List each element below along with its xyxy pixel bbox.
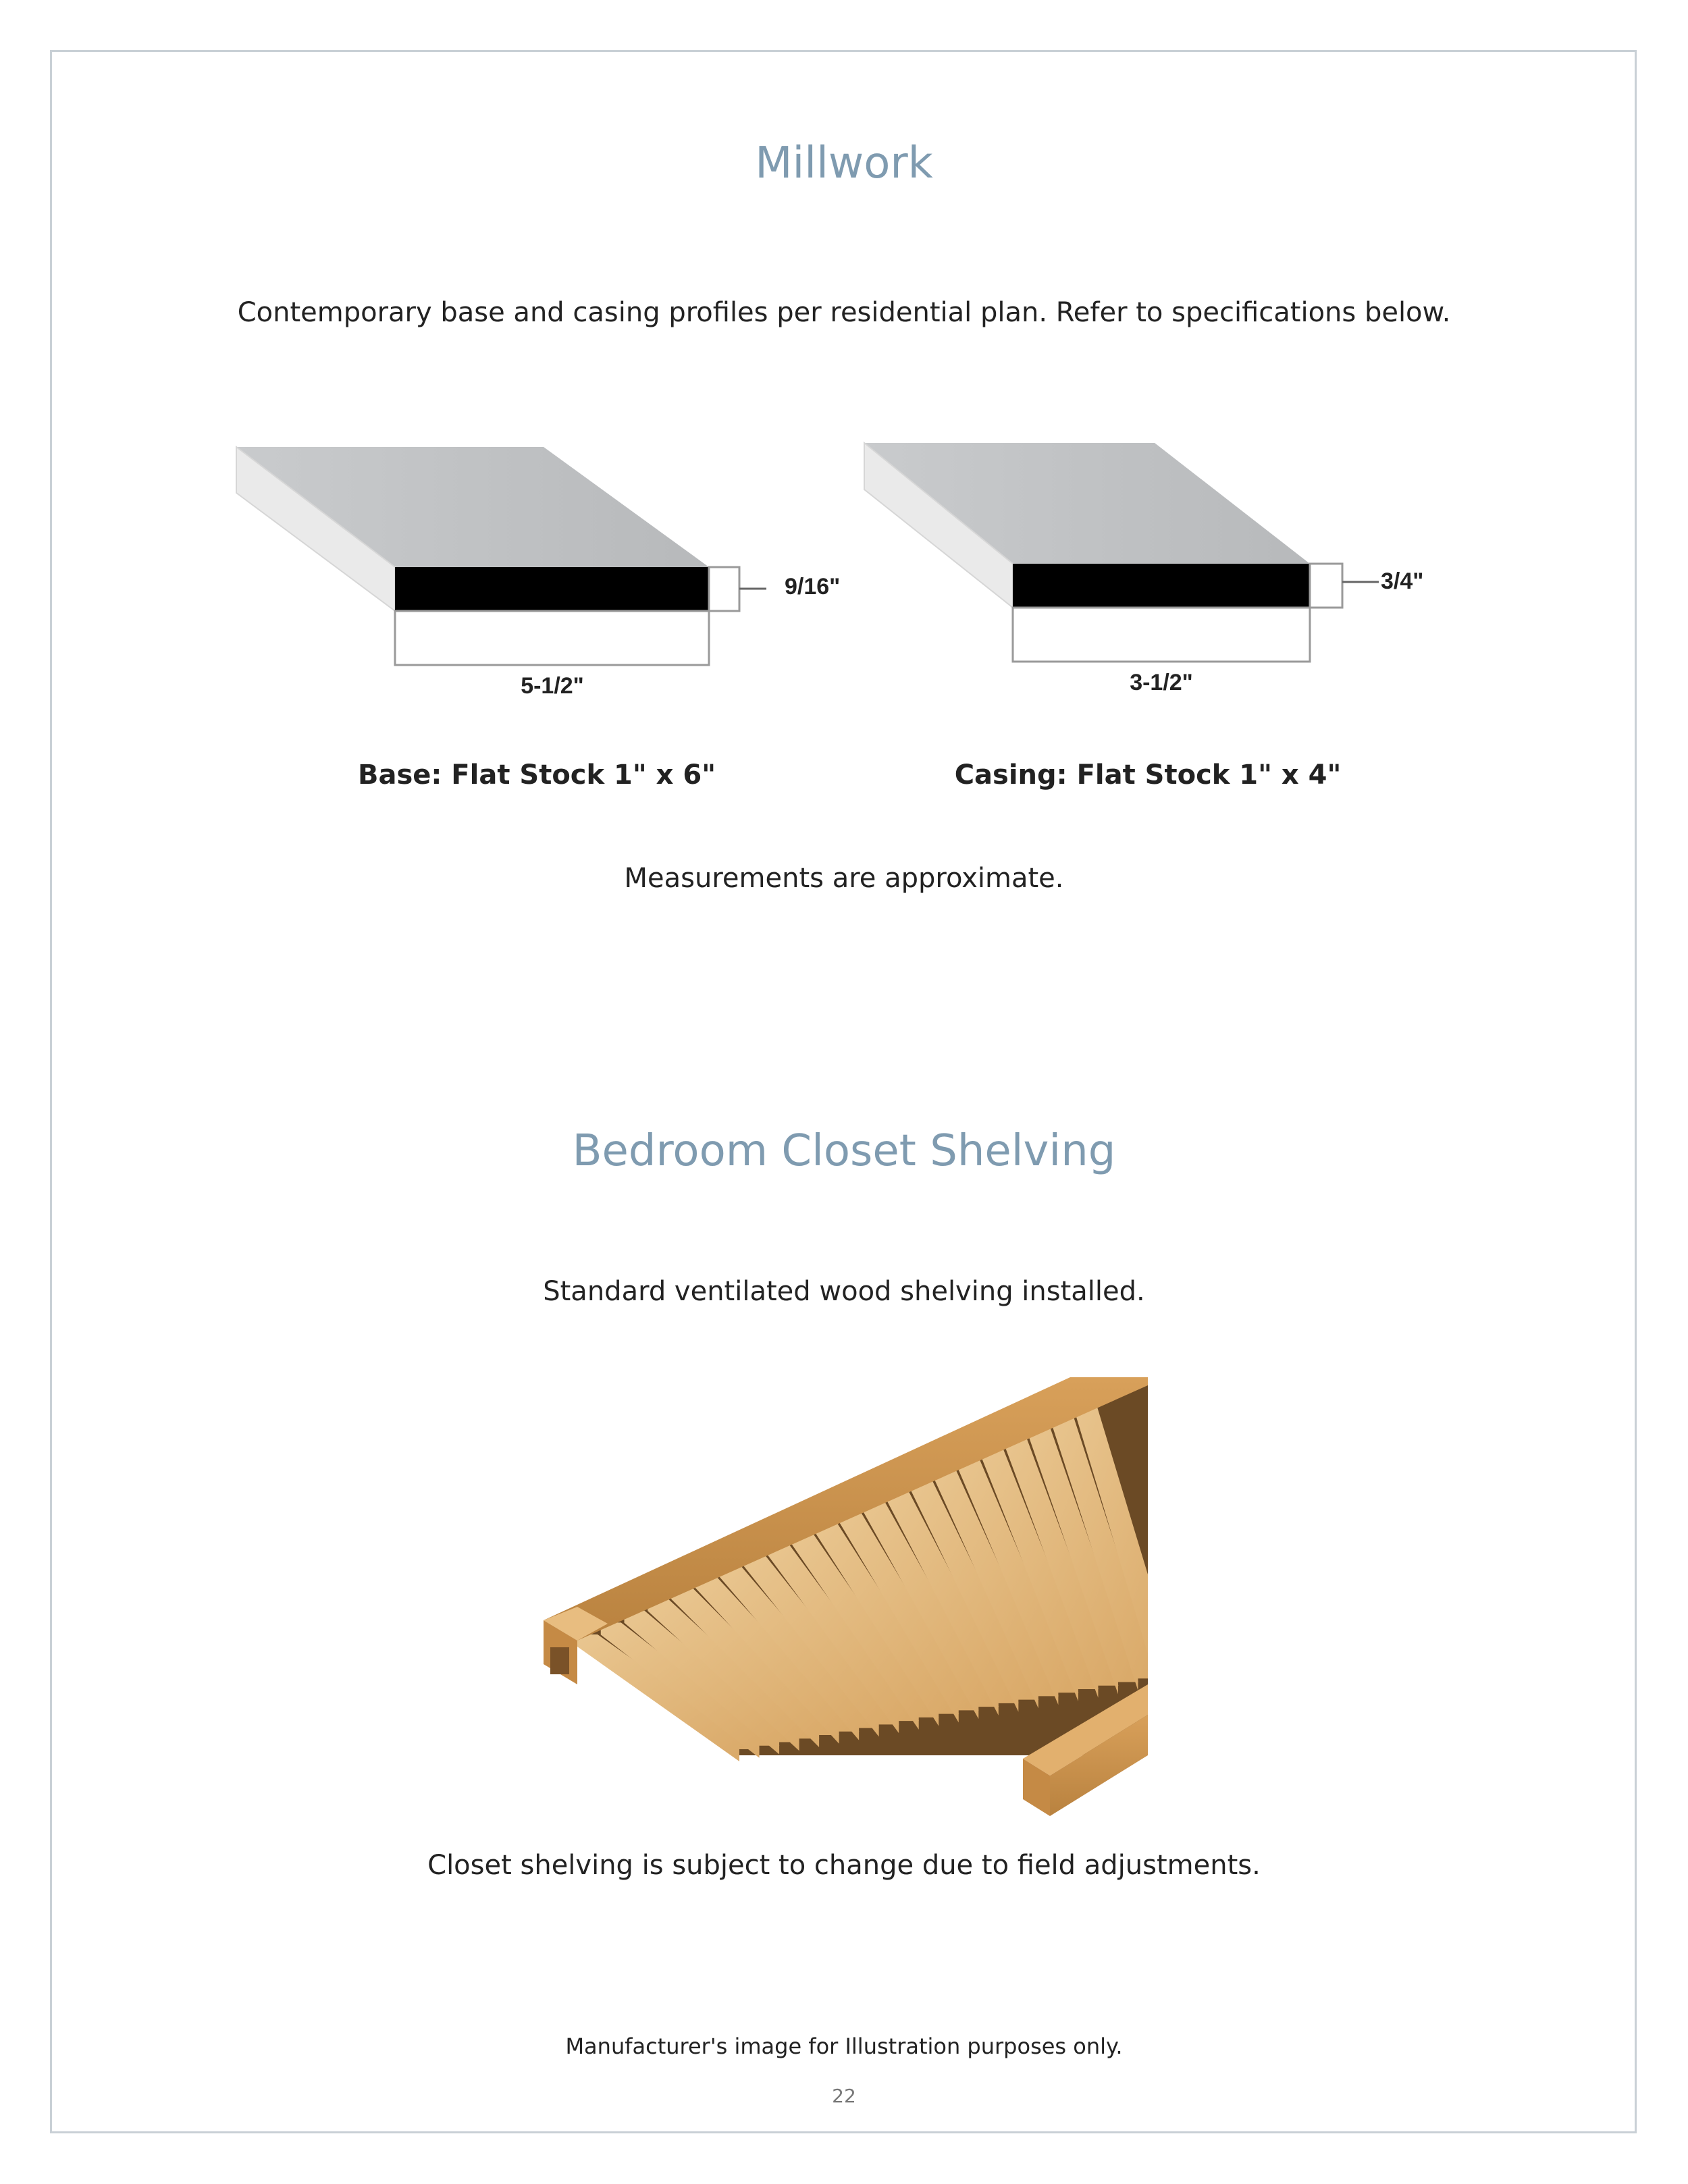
base-profile-illustration (230, 439, 878, 709)
casing-board-end-profile (1013, 564, 1310, 608)
casing-label: Casing: Flat Stock 1" x 4" (954, 760, 1342, 791)
closet-intro: Standard ventilated wood shelving installed. (543, 1276, 1145, 1307)
millwork-title: Millwork (755, 138, 933, 188)
casing-profile-illustration (858, 439, 1465, 709)
base-thickness-dimension: 9/16" (785, 574, 841, 600)
closet-title: Bedroom Closet Shelving (572, 1126, 1116, 1176)
measurement-note: Measurements are approximate. (624, 863, 1064, 894)
page-number: 22 (832, 2085, 856, 2107)
base-label: Base: Flat Stock 1" x 6" (357, 760, 716, 791)
wood-shelving-illustration (537, 1377, 1151, 1823)
closet-note: Closet shelving is subject to change due to field adjustments. (427, 1850, 1261, 1881)
illustration-disclaimer: Manufacturer's image for Illustration purposes only. (565, 2033, 1123, 2059)
casing-thickness-dimension: 3/4" (1381, 568, 1424, 594)
base-board-end-profile (395, 567, 709, 611)
base-width-dimension: 5-1/2" (521, 673, 584, 699)
millwork-intro: Contemporary base and casing profiles per residential plan. Refer to specifications below. (237, 297, 1451, 328)
casing-width-dimension: 3-1/2" (1130, 670, 1193, 695)
